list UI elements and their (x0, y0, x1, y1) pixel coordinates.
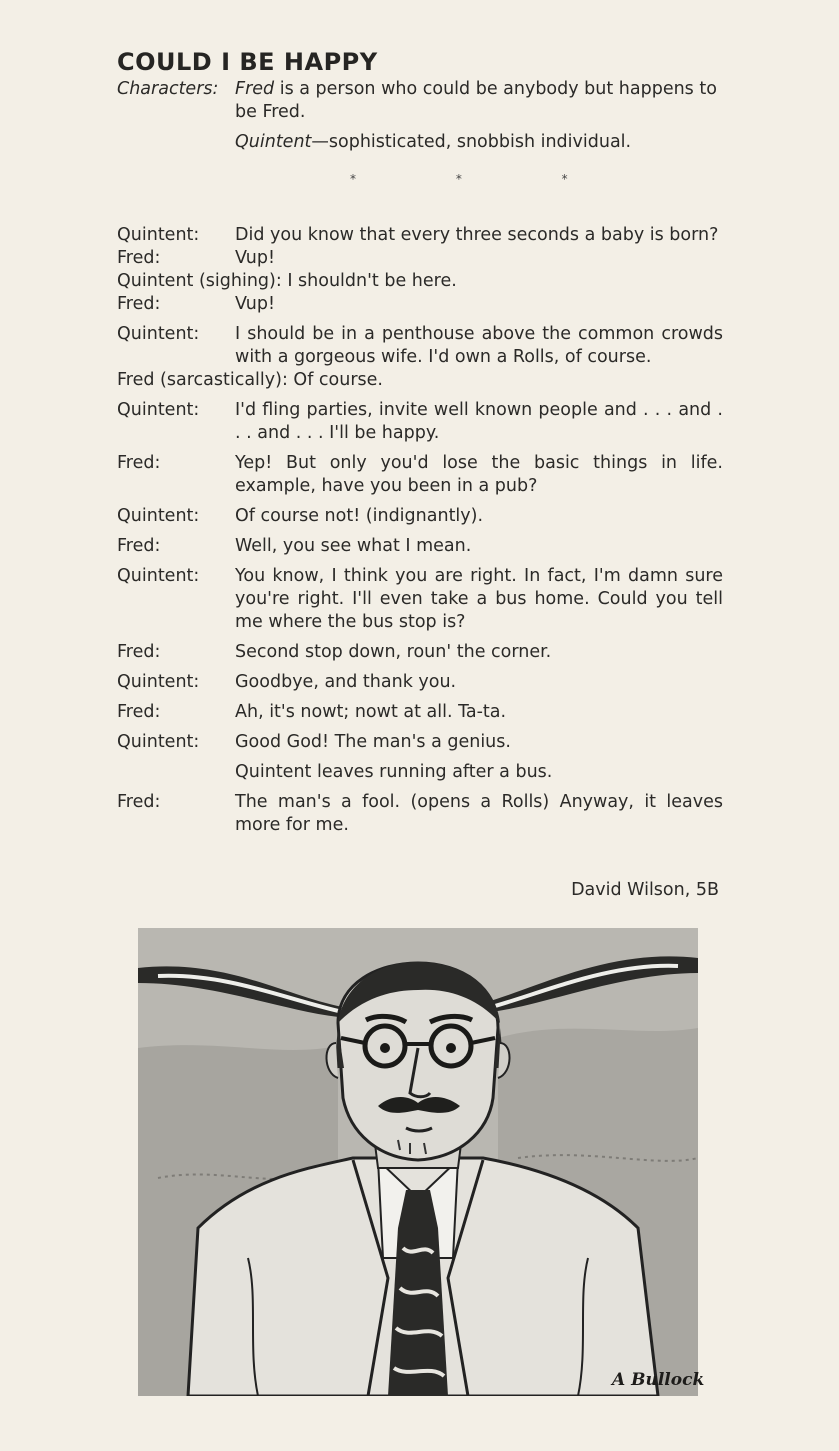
speaker-name: Quintent: (117, 672, 200, 692)
dialogue-line (117, 369, 723, 392)
fred-name: Fred (235, 79, 275, 99)
dialogue-line (117, 761, 723, 784)
character-fred (235, 78, 725, 124)
fred-description: is a person who could be anybody but happens to be Fred. (235, 79, 717, 122)
dialogue-line (117, 323, 723, 369)
dialogue-line (117, 505, 723, 528)
characters-label: Characters: (117, 79, 219, 99)
spoken-text: Yep! But only you'd lose the basic things in life. example, have you been in a pub? (235, 453, 723, 496)
speaker-name: Quintent: (117, 225, 200, 245)
spoken-text: Did you know that every three seconds a baby is born? (235, 225, 719, 245)
spoken-text: Good God! The man's a genius. (235, 732, 511, 752)
character-quintent (235, 131, 725, 154)
author-credit: David Wilson, 5B (571, 880, 719, 900)
speaker-name: Fred: (117, 453, 161, 473)
spoken-text: Vup! (235, 248, 275, 268)
spoken-text: I should be in a penthouse above the common crowds with a gorgeous wife. I'd own a Rolls, of course. (235, 324, 723, 367)
dialogue-line (117, 565, 723, 634)
speaker-name: Fred: (117, 642, 161, 662)
section-separator: * * * (350, 172, 616, 186)
speaker-name: Quintent: (117, 566, 200, 586)
portrait-drawing (138, 928, 698, 1396)
artist-signature: A Bullock (612, 1370, 705, 1390)
speaker-name: Quintent: (117, 506, 200, 526)
dialogue (117, 224, 723, 837)
play-title: COULD I BE HAPPY (117, 48, 378, 76)
dialogue-line (117, 293, 723, 316)
spoken-text: I'd fling parties, invite well known people and . . . and . . . and . . . I'll be happy. (235, 400, 723, 443)
speaker-name: Fred: (117, 702, 161, 722)
quintent-description: —sophisticated, snobbish individual. (311, 132, 632, 152)
speaker-name: Fred: (117, 248, 161, 268)
speaker-name: Fred: (117, 536, 161, 556)
dialogue-line (117, 791, 723, 837)
portrait-illustration (138, 928, 698, 1396)
spoken-text: Of course not! (indignantly). (235, 506, 484, 526)
stage-direction: Quintent leaves running after a bus. (235, 762, 553, 782)
dialogue-line (117, 671, 723, 694)
dialogue-line (117, 270, 723, 293)
spoken-text: Second stop down, roun' the corner. (235, 642, 552, 662)
spoken-text: The man's a fool. (opens a Rolls) Anyway, it leaves more for me. (235, 792, 723, 835)
speaker-name: Fred: (117, 792, 161, 812)
speaker-name: Quintent: (117, 324, 200, 344)
dialogue-line (117, 224, 723, 247)
reverse-page-show-through (130, 130, 145, 181)
spoken-text: Goodbye, and thank you. (235, 672, 457, 692)
speaker-name: Quintent: (117, 400, 200, 420)
spoken-text: Well, you see what I mean. (235, 536, 472, 556)
dialogue-line (117, 452, 723, 498)
dialogue-line (117, 247, 723, 270)
spoken-text: Vup! (235, 294, 275, 314)
spoken-text: Quintent (sighing): I shouldn't be here. (117, 271, 457, 291)
spoken-text: Ah, it's nowt; nowt at all. Ta-ta. (235, 702, 507, 722)
spoken-text: You know, I think you are right. In fact, I'm damn sure you're right. I'll even take a bus home. Could you tell me where the bus stop is? (235, 566, 723, 632)
dialogue-line (117, 535, 723, 558)
quintent-name: Quintent (235, 132, 312, 152)
speaker-name: Quintent: (117, 732, 200, 752)
dialogue-line (117, 701, 723, 724)
dialogue-line (117, 641, 723, 664)
dialogue-line (117, 731, 723, 754)
speaker-name: Fred: (117, 294, 161, 314)
dialogue-line (117, 399, 723, 445)
spoken-text: Fred (sarcastically): Of course. (117, 370, 383, 390)
